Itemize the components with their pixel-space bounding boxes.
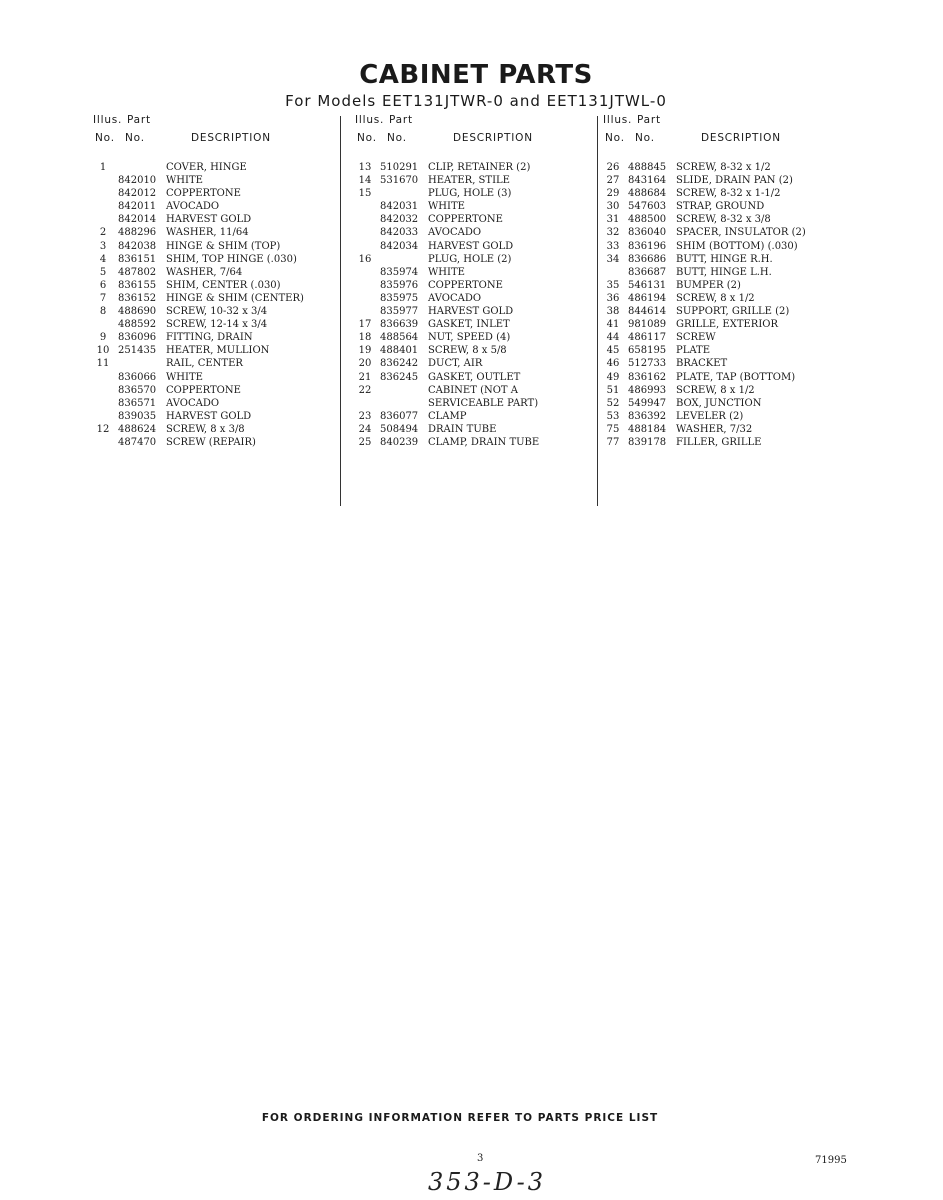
part-description: SCREW, 8-32 x 3/8 <box>676 214 771 226</box>
parts-row <box>93 253 353 266</box>
illus-number: 8 <box>99 306 107 318</box>
part-number: 836687 <box>628 266 667 278</box>
part-number: 835974 <box>380 266 419 278</box>
illus-number: 44 <box>606 332 620 344</box>
part-number: 840239 <box>380 436 419 448</box>
part-number: 842034 <box>380 240 419 252</box>
part-description: SHIM, TOP HINGE (.030) <box>166 253 297 265</box>
illus-number: 36 <box>606 292 620 304</box>
part-number: 836151 <box>118 253 157 265</box>
part-description: COPPERTONE <box>428 279 503 291</box>
parts-row <box>355 161 615 174</box>
part-number: 251435 <box>118 345 157 357</box>
part-number: 842033 <box>380 227 419 239</box>
part-number: 546131 <box>628 279 667 291</box>
part-description: CABINET (NOT A <box>428 384 518 396</box>
part-description: RAIL, CENTER <box>166 358 243 370</box>
parts-row <box>93 279 353 292</box>
part-description: PLATE, TAP (BOTTOM) <box>676 371 796 383</box>
parts-row <box>603 436 863 449</box>
part-description: HARVEST GOLD <box>166 410 252 422</box>
part-description: GASKET, OUTLET <box>428 371 521 383</box>
part-number: 836242 <box>380 358 419 370</box>
illus-number: 20 <box>358 358 372 370</box>
parts-row <box>355 200 615 213</box>
part-description: SCREW, 10-32 x 3/4 <box>166 306 268 318</box>
part-number: 488592 <box>118 319 157 331</box>
part-description: CLAMP, DRAIN TUBE <box>428 436 540 448</box>
header-part: Part <box>127 114 151 126</box>
part-description: SUPPORT, GRILLE (2) <box>676 306 790 318</box>
part-description: SPACER, INSULATOR (2) <box>676 227 806 239</box>
parts-list <box>603 161 863 449</box>
parts-row <box>355 344 615 357</box>
parts-row <box>355 240 615 253</box>
parts-row <box>93 357 353 370</box>
part-number: 836162 <box>628 371 667 383</box>
part-number: 836570 <box>118 384 157 396</box>
parts-row <box>93 436 353 449</box>
part-number: 842014 <box>118 214 157 226</box>
parts-column-1 <box>93 114 343 448</box>
illus-number: 32 <box>606 227 620 239</box>
parts-row <box>603 305 863 318</box>
illus-number: 10 <box>96 345 110 357</box>
part-number: 487802 <box>118 266 157 278</box>
parts-row <box>93 187 353 200</box>
parts-row <box>603 161 863 174</box>
illus-number: 12 <box>96 423 110 435</box>
header-part: Part <box>637 114 661 126</box>
part-number: 836155 <box>118 279 157 291</box>
part-number: 842038 <box>118 240 157 252</box>
part-number: 488684 <box>628 188 667 200</box>
parts-row <box>355 292 615 305</box>
illus-number: 9 <box>99 332 107 344</box>
column-header <box>355 114 605 150</box>
illus-number: 17 <box>358 319 372 331</box>
parts-row <box>603 318 863 331</box>
part-number: 836245 <box>380 371 419 383</box>
part-number: 488500 <box>628 214 667 226</box>
parts-row <box>355 423 615 436</box>
part-description: HEATER, STILE <box>428 175 510 187</box>
part-number: 836077 <box>380 410 419 422</box>
parts-row <box>93 384 353 397</box>
part-description: HARVEST GOLD <box>428 306 514 318</box>
parts-row <box>93 410 353 423</box>
illus-number: 3 <box>99 240 107 252</box>
header-description: DESCRIPTION <box>453 132 533 144</box>
part-description: COPPERTONE <box>428 214 503 226</box>
part-description: SHIM, CENTER (.030) <box>166 279 281 291</box>
illus-number: 16 <box>358 253 372 265</box>
parts-row <box>603 174 863 187</box>
part-number: 486194 <box>628 292 667 304</box>
part-number: 836152 <box>118 292 157 304</box>
parts-row <box>93 266 353 279</box>
ordering-note: FOR ORDERING INFORMATION REFER TO PARTS PRICE LIST <box>261 1112 659 1124</box>
parts-row <box>93 292 353 305</box>
part-description: CLAMP <box>428 410 467 422</box>
parts-row <box>93 305 353 318</box>
parts-row <box>355 174 615 187</box>
part-number: 981089 <box>628 319 667 331</box>
part-number: 835976 <box>380 279 419 291</box>
part-number: 835977 <box>380 306 419 318</box>
part-description: BOX, JUNCTION <box>676 397 762 409</box>
parts-row <box>93 397 353 410</box>
illus-number: 14 <box>358 175 372 187</box>
parts-column-3 <box>603 114 853 448</box>
part-number: 488184 <box>628 423 667 435</box>
part-number: 486117 <box>628 332 667 344</box>
part-description: AVOCADO <box>428 292 482 304</box>
parts-row <box>355 436 615 449</box>
part-description: SCREW, 8 x 1/2 <box>676 384 755 396</box>
part-number: 842032 <box>380 214 419 226</box>
illus-number: 1 <box>99 162 107 173</box>
page-title: CABINET PARTS <box>359 60 593 90</box>
part-description: SCREW, 8-32 x 1/2 <box>676 162 771 173</box>
part-description: SHIM (BOTTOM) (.030) <box>676 240 798 252</box>
parts-row <box>355 266 615 279</box>
part-description: HARVEST GOLD <box>166 214 252 226</box>
part-number: 836639 <box>380 319 419 331</box>
part-number: 844614 <box>628 306 667 318</box>
illus-number: 75 <box>606 423 620 435</box>
parts-row <box>355 305 615 318</box>
illus-number: 41 <box>606 319 620 331</box>
part-number: 488564 <box>380 332 419 344</box>
illus-number: 19 <box>358 345 372 357</box>
parts-row <box>355 226 615 239</box>
parts-row <box>93 318 353 331</box>
parts-row <box>355 357 615 370</box>
parts-row <box>93 161 353 174</box>
part-number: 547603 <box>628 201 667 213</box>
parts-row <box>93 423 353 436</box>
header-no: No. <box>605 132 625 144</box>
illus-number: 15 <box>358 188 372 200</box>
parts-row <box>355 279 615 292</box>
illus-number: 4 <box>99 253 107 265</box>
parts-row <box>93 226 353 239</box>
illus-number: 52 <box>606 397 620 409</box>
header-part-no: No. <box>125 132 145 144</box>
parts-row <box>355 384 615 397</box>
part-description: GRILLE, EXTERIOR <box>676 319 779 331</box>
part-description: FITTING, DRAIN <box>166 332 253 344</box>
parts-row <box>603 187 863 200</box>
part-description: HINGE & SHIM (CENTER) <box>166 292 304 304</box>
document-number: 71995 <box>815 1155 847 1166</box>
parts-row <box>93 213 353 226</box>
part-description: STRAP, GROUND <box>676 201 765 213</box>
part-description: DRAIN TUBE <box>428 423 497 435</box>
part-number: 486993 <box>628 384 667 396</box>
part-number: 836196 <box>628 240 667 252</box>
part-description: LEVELER (2) <box>676 410 744 422</box>
part-number: 531670 <box>380 175 419 187</box>
illus-number: 2 <box>99 227 107 239</box>
part-description: AVOCADO <box>166 397 220 409</box>
part-description: CLIP, RETAINER (2) <box>428 162 531 173</box>
part-description: SCREW, 8-32 x 1-1/2 <box>676 188 781 200</box>
parts-row <box>603 213 863 226</box>
parts-row <box>603 357 863 370</box>
parts-row <box>355 331 615 344</box>
part-number: 512733 <box>628 358 667 370</box>
part-number: 658195 <box>628 345 667 357</box>
part-number: 488845 <box>628 162 667 173</box>
header-part-no: No. <box>387 132 407 144</box>
part-description: SERVICEABLE PART) <box>428 397 539 409</box>
part-description: HARVEST GOLD <box>428 240 514 252</box>
part-description: SCREW, 8 x 1/2 <box>676 292 755 304</box>
part-number: 842012 <box>118 188 157 200</box>
part-description: DUCT, AIR <box>428 358 483 370</box>
parts-row <box>603 253 863 266</box>
parts-row <box>93 174 353 187</box>
part-description: SCREW, 12-14 x 3/4 <box>166 319 268 331</box>
part-description: WHITE <box>166 371 203 383</box>
part-description: HINGE & SHIM (TOP) <box>166 240 281 252</box>
parts-row <box>93 371 353 384</box>
part-number: 839035 <box>118 410 157 422</box>
header-description: DESCRIPTION <box>701 132 781 144</box>
illus-number: 23 <box>358 410 372 422</box>
parts-row <box>93 240 353 253</box>
part-number: 488296 <box>118 227 157 239</box>
parts-row <box>93 331 353 344</box>
illus-number: 45 <box>606 345 620 357</box>
parts-row <box>603 266 863 279</box>
parts-row <box>603 331 863 344</box>
header-part: Part <box>389 114 413 126</box>
parts-row <box>355 187 615 200</box>
handwritten-annotation: 353-D-3 <box>428 1168 546 1196</box>
header-illus: Illus. <box>93 114 123 126</box>
part-number: 488624 <box>118 423 157 435</box>
part-description: PLUG, HOLE (2) <box>428 253 512 265</box>
column-header <box>93 114 343 150</box>
illus-number: 34 <box>606 253 620 265</box>
parts-row <box>355 371 615 384</box>
part-description: WHITE <box>428 266 465 278</box>
illus-number: 18 <box>358 332 372 344</box>
part-number: 842010 <box>118 175 157 187</box>
part-description: WHITE <box>166 175 203 187</box>
part-description: SLIDE, DRAIN PAN (2) <box>676 175 793 187</box>
part-description: COVER, HINGE <box>166 162 247 173</box>
illus-number: 35 <box>606 279 620 291</box>
parts-row <box>355 318 615 331</box>
part-description: BUMPER (2) <box>676 279 741 291</box>
part-description: WASHER, 7/32 <box>676 423 753 435</box>
page-subtitle: For Models EET131JTWR-0 and EET131JTWL-0 <box>285 92 667 110</box>
part-description: BRACKET <box>676 358 728 370</box>
part-description: HEATER, MULLION <box>166 345 270 357</box>
part-description: WASHER, 11/64 <box>166 227 249 239</box>
parts-row <box>603 292 863 305</box>
parts-row <box>603 240 863 253</box>
column-header <box>603 114 853 150</box>
parts-row <box>355 397 615 410</box>
illus-number: 25 <box>358 436 372 448</box>
part-number: 488401 <box>380 345 419 357</box>
illus-number: 7 <box>99 292 107 304</box>
header-part-no: No. <box>635 132 655 144</box>
illus-number: 53 <box>606 410 620 422</box>
illus-number: 13 <box>358 162 372 173</box>
illus-number: 49 <box>606 371 620 383</box>
part-description: COPPERTONE <box>166 384 241 396</box>
part-description: WASHER, 7/64 <box>166 266 243 278</box>
parts-row <box>93 344 353 357</box>
part-number: 508494 <box>380 423 419 435</box>
part-description: AVOCADO <box>428 227 482 239</box>
parts-row <box>603 423 863 436</box>
header-illus: Illus. <box>603 114 633 126</box>
illus-number: 6 <box>99 279 107 291</box>
part-number: 836040 <box>628 227 667 239</box>
parts-list <box>93 161 353 449</box>
part-number: 836096 <box>118 332 157 344</box>
illus-number: 26 <box>606 162 620 173</box>
part-description: BUTT, HINGE L.H. <box>676 266 772 278</box>
illus-number: 46 <box>606 358 620 370</box>
part-number: 839178 <box>628 436 667 448</box>
header-no: No. <box>357 132 377 144</box>
illus-number: 11 <box>96 358 110 370</box>
part-number: 835975 <box>380 292 419 304</box>
parts-row <box>603 226 863 239</box>
part-description: AVOCADO <box>166 201 220 213</box>
header-no: No. <box>95 132 115 144</box>
part-number: 488690 <box>118 306 157 318</box>
part-number: 843164 <box>628 175 667 187</box>
part-number: 510291 <box>380 162 419 173</box>
part-description: GASKET, INLET <box>428 319 510 331</box>
illus-number: 5 <box>99 266 107 278</box>
parts-row <box>603 384 863 397</box>
illus-number: 31 <box>606 214 620 226</box>
parts-row <box>355 410 615 423</box>
parts-row <box>603 200 863 213</box>
illus-number: 29 <box>606 188 620 200</box>
parts-row <box>603 279 863 292</box>
header-description: DESCRIPTION <box>191 132 271 144</box>
part-description: SCREW <box>676 332 716 344</box>
part-description: SCREW, 8 x 5/8 <box>428 345 507 357</box>
part-number: 836686 <box>628 253 667 265</box>
part-number: 842031 <box>380 201 419 213</box>
parts-row <box>355 253 615 266</box>
column-divider <box>340 116 341 506</box>
illus-number: 51 <box>606 384 620 396</box>
illus-number: 21 <box>358 371 372 383</box>
illus-number: 22 <box>358 384 372 396</box>
part-number: 842011 <box>118 201 157 213</box>
part-description: COPPERTONE <box>166 188 241 200</box>
part-description: PLUG, HOLE (3) <box>428 188 512 200</box>
part-description: SCREW, 8 x 3/8 <box>166 423 245 435</box>
illus-number: 38 <box>606 306 620 318</box>
parts-row <box>603 410 863 423</box>
part-number: 836392 <box>628 410 667 422</box>
illus-number: 30 <box>606 201 620 213</box>
illus-number: 77 <box>606 436 620 448</box>
part-description: BUTT, HINGE R.H. <box>676 253 773 265</box>
parts-row <box>355 213 615 226</box>
parts-column-2 <box>355 114 605 448</box>
header-illus: Illus. <box>355 114 385 126</box>
part-number: 549947 <box>628 397 667 409</box>
parts-row <box>603 344 863 357</box>
part-number: 487470 <box>118 436 157 448</box>
part-description: FILLER, GRILLE <box>676 436 762 448</box>
part-number: 836066 <box>118 371 157 383</box>
illus-number: 27 <box>606 175 620 187</box>
parts-row <box>603 371 863 384</box>
illus-number: 33 <box>606 240 620 252</box>
parts-row <box>93 200 353 213</box>
part-description: WHITE <box>428 201 465 213</box>
part-description: NUT, SPEED (4) <box>428 332 511 344</box>
illus-number: 24 <box>358 423 372 435</box>
part-description: PLATE <box>676 345 711 357</box>
part-number: 836571 <box>118 397 157 409</box>
parts-row <box>603 397 863 410</box>
page-number: 3 <box>477 1153 484 1164</box>
part-description: SCREW (REPAIR) <box>166 436 256 448</box>
parts-list <box>355 161 615 449</box>
column-divider <box>597 116 598 506</box>
